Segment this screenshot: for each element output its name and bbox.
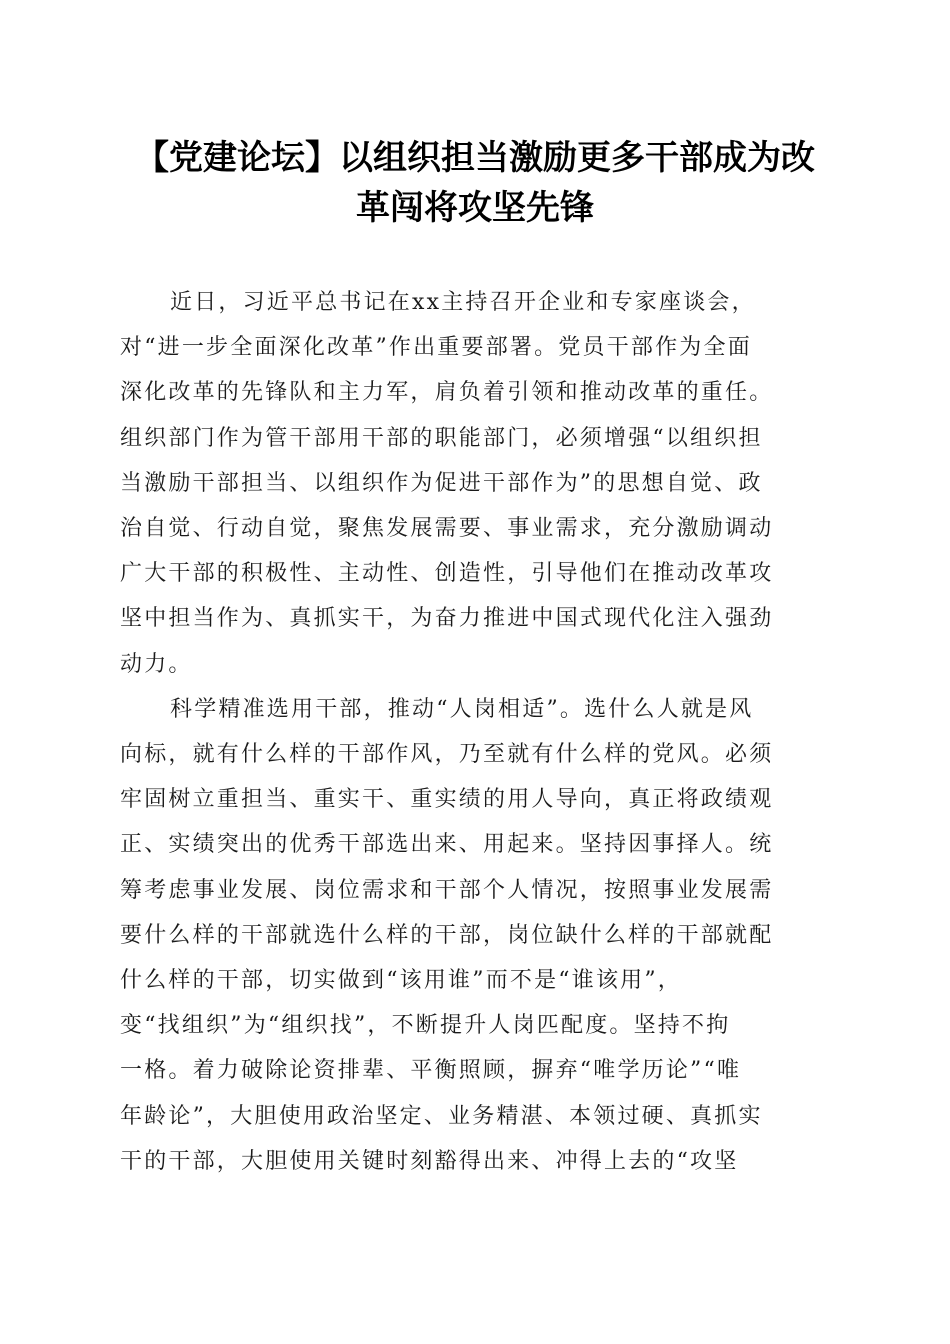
paragraph-line: 向标，就有什么样的干部作风，乃至就有什么样的党风。必须: [120, 742, 774, 768]
paragraph-line: 什么样的干部，切实做到“该用谁”而不是“谁该用”，: [120, 968, 682, 994]
paragraph-line: 对“进一步全面深化改革”作出重要部署。党员干部作为全面: [120, 335, 752, 361]
paragraph-2: [120, 687, 830, 1184]
paragraph-line: 治自觉、行动自觉，聚焦发展需要、事业需求，充分激励调动: [120, 516, 774, 542]
paragraph-line: 坚中担当作为、真抓实干，为奋力推进中国式现代化注入强劲: [120, 606, 774, 632]
paragraph-line: 正、实绩突出的优秀干部选出来、用起来。坚持因事择人。统: [120, 832, 774, 858]
title-line-2: 革闯将攻坚先锋: [356, 188, 594, 228]
document-body: [120, 280, 830, 1184]
paragraph-line: 年龄论”，大胆使用政治坚定、业务精湛、本领过硬、真抓实: [120, 1103, 763, 1129]
title-line-1: 【党建论坛】以组织担当激励更多干部成为改: [135, 138, 815, 178]
paragraph-line: 要什么样的干部就选什么样的干部，岗位缺什么样的干部就配: [120, 922, 774, 948]
paragraph-1: [120, 280, 830, 687]
paragraph-line: 科学精准选用干部，推动“人岗相适”。选什么人就是风: [170, 696, 754, 722]
paragraph-line: 干的干部，大胆使用关键时刻豁得出来、冲得上去的“攻坚: [120, 1148, 739, 1174]
paragraph-line: 一格。着力破除论资排辈、平衡照顾，摒弃“唯学历论”“唯: [120, 1058, 742, 1084]
paragraph-line: 近日，习近平总书记在xx主持召开企业和专家座谈会，: [170, 290, 756, 315]
document-title: [120, 133, 830, 233]
paragraph-line: 当激励干部担当、以组织作为促进干部作为”的思想自觉、政: [120, 470, 763, 496]
paragraph-line: 深化改革的先锋队和主力军，肩负着引领和推动改革的重任。: [120, 380, 774, 406]
paragraph-line: 广大干部的积极性、主动性、创造性，引导他们在推动改革攻: [120, 561, 774, 587]
paragraph-line: 动力。: [120, 651, 193, 677]
paragraph-line: 变“找组织”为“组织找”，不断提升人岗匹配度。坚持不拘: [120, 1013, 731, 1039]
paragraph-line: 筹考虑事业发展、岗位需求和干部个人情况，按照事业发展需: [120, 877, 774, 903]
paragraph-line: 牢固树立重担当、重实干、重实绩的用人导向，真正将政绩观: [120, 787, 774, 813]
paragraph-line: 组织部门作为管干部用干部的职能部门，必须增强“以组织担: [120, 425, 763, 451]
